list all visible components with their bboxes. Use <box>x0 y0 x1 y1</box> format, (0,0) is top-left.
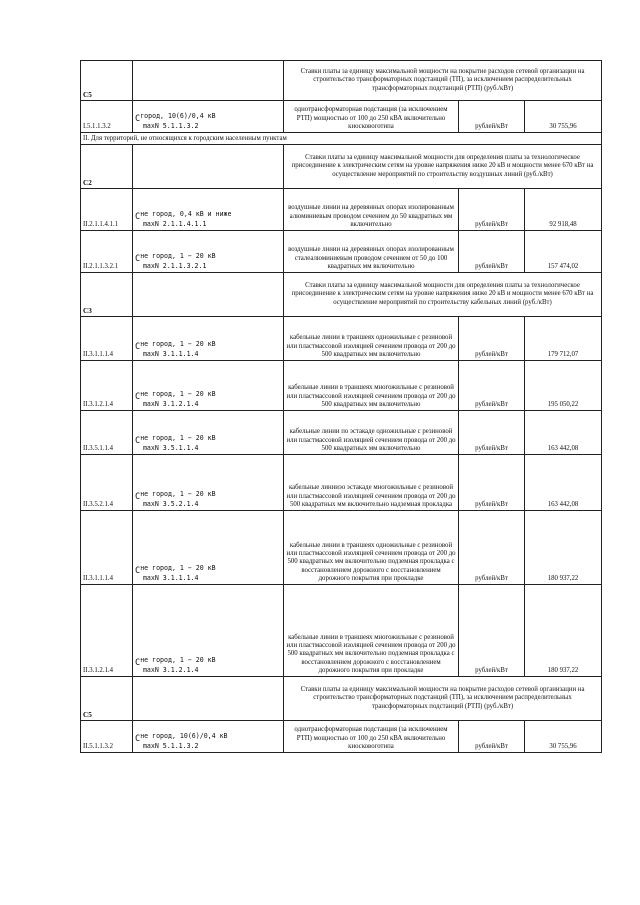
row-value: 157 474,02 <box>525 231 602 273</box>
row-description: кабельные линии по эстакаде одножильные с резиновой или пластмассовой изоляцией сечением провода от 200 до 500 квадратных мм включительно <box>284 411 459 455</box>
formula-subscript: maxN 3.1.1.1.4 <box>142 574 199 583</box>
table-row <box>81 455 602 511</box>
formula-superscript: не город, 1 − 20 кВ <box>140 433 216 442</box>
table-row <box>81 511 602 585</box>
table-row <box>81 721 602 753</box>
formula-symbol: C <box>135 733 141 744</box>
row-code: II.3.5.2.1.4 <box>81 455 133 511</box>
formula-symbol: C <box>135 253 141 264</box>
row-description: кабельные линииэо эстакаде многожильные с резиновой или пластмассовой изоляцией сечением провода от 200 до 500 квадратных мм включительно надземная прокладка <box>284 455 459 511</box>
formula-cell <box>133 273 284 317</box>
section-title: II. Для территорий, не относящихся к городским населенным пунктам <box>81 133 602 145</box>
formula-superscript: не город, 10(6)/0,4 кВ <box>140 731 228 740</box>
formula-subscript: maxN 3.1.1.1.4 <box>142 350 199 359</box>
formula-symbol: C <box>135 565 141 576</box>
row-value: 179 712,07 <box>525 317 602 361</box>
row-unit: рублей/кВт <box>459 511 525 585</box>
formula-subscript: maxN 3.5.2.1.4 <box>142 500 199 509</box>
formula-subscript: maxN 3.5.1.1.4 <box>142 444 199 453</box>
formula-symbol: C <box>135 657 141 668</box>
formula-cell <box>133 455 284 511</box>
formula-symbol: C <box>135 391 141 402</box>
formula-cell <box>133 189 284 231</box>
row-unit: рублей/кВт <box>459 317 525 361</box>
formula-cell <box>133 101 284 133</box>
row-description: кабельные линии в траншеях одножильные с резиновой или пластмассовой изоляцией сечением провода от 200 до 500 квадратных мм включительно <box>284 317 459 361</box>
row-description: воздушные линии на деревянных опорах изолированным сталеалюминиевым проводом сечением от 50 до 100 квадратных мм включительно <box>284 231 459 273</box>
formula-superscript: не город, 1 − 20 кВ <box>140 339 216 348</box>
formula-cell <box>133 231 284 273</box>
row-code: II.3.1.1.1.4 <box>81 511 133 585</box>
row-description: кабельные линии в траншеях одножильные с резиновой или пластмассовой изоляцией сечением провода от 200 до 500 квадратных мм включительно подземная прокладка с восстановлением дорожного с восстановлением дорожного покрытия при прокладке <box>284 511 459 585</box>
formula-symbol: C <box>135 491 141 502</box>
row-unit: рублей/кВт <box>459 455 525 511</box>
row-code: II.3.1.1.1.4 <box>81 317 133 361</box>
tariff-table <box>80 60 602 753</box>
row-value: 195 050,22 <box>525 361 602 411</box>
row-value: 180 937,22 <box>525 585 602 677</box>
formula-subscript: maxN 2.1.1.3.2.1 <box>142 262 207 271</box>
formula-subscript: maxN 5.1.1.3.2 <box>142 122 199 131</box>
formula-superscript: не город, 1 − 20 кВ <box>140 655 216 664</box>
formula-subscript: maxN 3.1.2.1.4 <box>142 666 199 675</box>
group-code: C5 <box>81 61 133 101</box>
row-description: кабельные линии в траншеях многожильные с резиновой или пластмассовой изоляцией сечением провода от 200 до 500 квадратных мм включительно подземная прокладка с восстановлением дорожного с восстановлением дорожного покрытия при прокладке <box>284 585 459 677</box>
row-unit: рублей/кВт <box>459 231 525 273</box>
group-description: Ставки платы за единицу максимальной мощности для определения платы за технологическое присоединение к электрическим сетям на уровне напряжения ниже 20 кВ и мощности менее 670 кВт на осуществление мероприятий по строительству кабельных линий (руб./кВт) <box>284 273 602 317</box>
document-page <box>80 60 601 753</box>
table-row <box>81 231 602 273</box>
formula-cell <box>133 511 284 585</box>
row-unit: рублей/кВт <box>459 721 525 753</box>
group-code: C3 <box>81 273 133 317</box>
row-unit: рублей/кВт <box>459 101 525 133</box>
formula-superscript: не город, 1 − 20 кВ <box>140 489 216 498</box>
table-row <box>81 189 602 231</box>
row-unit: рублей/кВт <box>459 585 525 677</box>
group-header-row <box>81 677 602 721</box>
row-value: 30 755,96 <box>525 721 602 753</box>
group-code: C2 <box>81 145 133 189</box>
row-code: II.2.1.1.3.2.1 <box>81 231 133 273</box>
row-unit: рублей/кВт <box>459 189 525 231</box>
table-row <box>81 585 602 677</box>
formula-symbol: C <box>135 341 141 352</box>
formula-superscript: не город, 1 − 20 кВ <box>140 251 216 260</box>
group-header-row <box>81 61 602 101</box>
group-description: Ставки платы за единицу максимальной мощности на покрытие расходов сетевой организации на строительство трансформаторных подстанций (ТП), за исключением распределительных трансформаторных подстанций (РТП) (руб./кВт) <box>284 61 602 101</box>
formula-subscript: maxN 3.1.2.1.4 <box>142 400 199 409</box>
row-value: 92 918,48 <box>525 189 602 231</box>
formula-subscript: maxN 2.1.1.4.1.1 <box>142 220 207 229</box>
group-description: Ставки платы за единицу максимальной мощности на покрытие расходов сетевой организации на строительство трансформаторных подстанций (ТП), за исключением распределительных трансформаторных подстанций (РТП) (руб./кВт) <box>284 677 602 721</box>
formula-cell <box>133 585 284 677</box>
formula-cell <box>133 317 284 361</box>
row-description: воздушные линии на деревянных опорах изолированным алюминиевым проводом сечением до 50 квадратных мм включительно <box>284 189 459 231</box>
group-header-row <box>81 145 602 189</box>
formula-cell <box>133 411 284 455</box>
formula-cell <box>133 677 284 721</box>
formula-symbol: C <box>135 435 141 446</box>
row-code: II.3.5.1.1.4 <box>81 411 133 455</box>
row-unit: рублей/кВт <box>459 411 525 455</box>
row-description: однотрансформаторная подстанция (за исключением РТП) мощностью от 100 до 250 кВА включительно киосковоготипа <box>284 721 459 753</box>
formula-superscript: не город, 1 − 20 кВ <box>140 389 216 398</box>
row-description: кабельные линии в траншеях многожильные с резиновой или пластмассовой изоляцией сечением провода от 200 до 500 квадратных мм включительно <box>284 361 459 411</box>
formula-cell <box>133 361 284 411</box>
formula-superscript: не город, 0,4 кВ и ниже <box>140 209 232 218</box>
table-row <box>81 317 602 361</box>
group-header-row <box>81 273 602 317</box>
row-value: 30 755,96 <box>525 101 602 133</box>
group-code: C5 <box>81 677 133 721</box>
section-row <box>81 133 602 145</box>
row-code: II.2.1.1.4.1.1 <box>81 189 133 231</box>
formula-superscript: не город, 1 − 20 кВ <box>140 563 216 572</box>
table-row <box>81 361 602 411</box>
formula-cell <box>133 145 284 189</box>
row-code: II.3.1.2.1.4 <box>81 361 133 411</box>
row-unit: рублей/кВт <box>459 361 525 411</box>
formula-subscript: maxN 5.1.1.3.2 <box>142 742 199 751</box>
table-row <box>81 101 602 133</box>
formula-cell <box>133 61 284 101</box>
formula-cell <box>133 721 284 753</box>
formula-symbol: C <box>135 113 141 124</box>
row-value: 163 442,08 <box>525 411 602 455</box>
formula-superscript: город, 10(6)/0,4 кВ <box>140 111 216 120</box>
row-description: однотрансформаторная подстанция (за исключением РТП) мощностью от 100 до 250 кВА включительно киосковоготипа <box>284 101 459 133</box>
formula-symbol: C <box>135 211 141 222</box>
row-value: 180 937,22 <box>525 511 602 585</box>
row-value: 163 442,08 <box>525 455 602 511</box>
row-code: II.3.1.2.1.4 <box>81 585 133 677</box>
row-code: II.5.1.1.3.2 <box>81 721 133 753</box>
row-code: I.5.1.1.3.2 <box>81 101 133 133</box>
group-description: Ставки платы за единицу максимальной мощности для определения платы за технологическое присоединение к электрическим сетям на уровне напряжения ниже 20 кВ и мощности менее 670 кВт на осуществление мероприятий по строительству воздушных линий (руб./кВт) <box>284 145 602 189</box>
table-row <box>81 411 602 455</box>
